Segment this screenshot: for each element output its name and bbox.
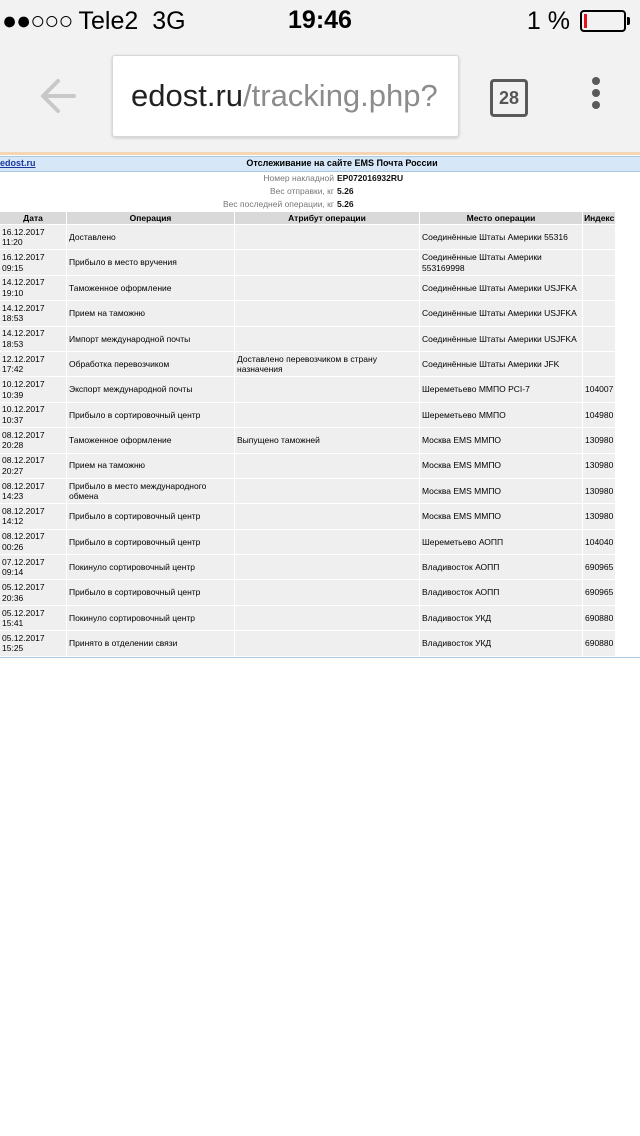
cell-operation: Обработка перевозчиком (67, 352, 234, 376)
row-date: 05.12.2017 (2, 632, 45, 643)
cell-operation: Прием на таможню (67, 301, 234, 325)
cell-attribute (235, 403, 419, 427)
row-time: 20:36 (2, 592, 24, 603)
table-row (0, 377, 615, 401)
back-button[interactable] (38, 76, 78, 116)
cell-attribute (235, 479, 419, 503)
cell-attribute (235, 631, 419, 655)
cell-place: Москва EMS ММПО (420, 504, 582, 528)
cell-index: 130980 (583, 454, 615, 478)
url-path: /tracking.php? (243, 78, 438, 113)
cell-operation: Прибыло в сортировочный центр (67, 403, 234, 427)
table-row (0, 504, 615, 528)
waybill-value: EP072016932RU (337, 173, 404, 183)
row-date: 14.12.2017 (2, 277, 45, 288)
cell-attribute (235, 530, 419, 554)
cell-attribute (235, 327, 419, 351)
cell-attribute (235, 377, 419, 401)
cell-place: Соединённые Штаты Америки USJFKA (420, 327, 582, 351)
title-bar (0, 156, 640, 172)
cell-operation: Импорт международной почты (67, 327, 234, 351)
cell-place: Шереметьево ММПО PCI-7 (420, 377, 582, 401)
row-date: 14.12.2017 (2, 328, 45, 339)
battery-icon (580, 10, 626, 32)
table-row (0, 530, 615, 554)
table-row (0, 606, 615, 630)
back-arrow-icon (38, 76, 78, 116)
address-bar[interactable] (112, 55, 459, 137)
cell-operation: Экспорт международной почты (67, 377, 234, 401)
row-time: 11:20 (2, 237, 23, 248)
table-row (0, 555, 615, 579)
header-operation: Операция (67, 212, 234, 224)
cell-index (583, 352, 615, 376)
cell-index (583, 276, 615, 300)
cell-attribute (235, 606, 419, 630)
cell-operation: Покинуло сортировочный центр (67, 555, 234, 579)
cell-attribute (235, 301, 419, 325)
table-row (0, 631, 615, 655)
row-date: 16.12.2017 (2, 226, 45, 237)
cell-place: Соединённые Штаты Америки 55316 (420, 225, 582, 249)
row-date: 16.12.2017 (2, 252, 45, 263)
menu-button[interactable] (590, 77, 602, 117)
cell-index: 690965 (583, 555, 615, 579)
row-date: 05.12.2017 (2, 607, 45, 618)
cell-place: Владивосток УКД (420, 606, 582, 630)
cell-date (0, 352, 66, 376)
more-vertical-icon (592, 77, 600, 85)
cell-operation: Прибыло в место международного обмена (67, 479, 234, 503)
header-date: Дата (0, 212, 66, 224)
signal-strength-icon: ●●○○○ (2, 7, 73, 35)
cell-operation: Прибыло в сортировочный центр (67, 530, 234, 554)
cell-attribute (235, 276, 419, 300)
row-time: 00:26 (2, 541, 24, 552)
cell-date (0, 454, 66, 478)
cell-date (0, 606, 66, 630)
cell-date (0, 225, 66, 249)
cell-place: Шереметьево АОПП (420, 530, 582, 554)
row-time: 10:39 (2, 389, 24, 400)
table-row (0, 276, 615, 300)
cell-operation: Прием на таможню (67, 454, 234, 478)
cell-place: Владивосток УКД (420, 631, 582, 655)
cell-index: 104980 (583, 403, 615, 427)
table-row (0, 250, 615, 274)
table-row (0, 352, 615, 376)
cell-index: 104040 (583, 530, 615, 554)
cell-date (0, 250, 66, 274)
cell-place: Соединённые Штаты Америки 553169998 (420, 250, 582, 274)
cell-operation: Таможенное оформление (67, 428, 234, 452)
row-date: 08.12.2017 (2, 480, 45, 491)
cell-index (583, 301, 615, 325)
cell-place: Владивосток АОПП (420, 555, 582, 579)
cell-operation: Прибыло в сортировочный центр (67, 580, 234, 604)
cell-attribute: Доставлено перевозчиком в страну назначения (235, 352, 419, 376)
cell-attribute (235, 250, 419, 274)
cell-index: 690880 (583, 606, 615, 630)
cell-date (0, 327, 66, 351)
cell-attribute (235, 580, 419, 604)
cell-date (0, 580, 66, 604)
status-bar (0, 0, 640, 40)
weight-value: 5.26 (337, 186, 354, 196)
table-row (0, 403, 615, 427)
url-host: edost.ru (131, 78, 244, 113)
row-date: 08.12.2017 (2, 505, 45, 516)
cell-place: Владивосток АОПП (420, 580, 582, 604)
cell-index: 690965 (583, 580, 615, 604)
cell-operation: Доставлено (67, 225, 234, 249)
cell-index: 690880 (583, 631, 615, 655)
cell-place: Москва EMS ММПО (420, 454, 582, 478)
row-date: 08.12.2017 (2, 531, 45, 542)
row-time: 09:15 (2, 262, 24, 273)
table-row (0, 454, 615, 478)
row-time: 14:23 (2, 491, 24, 502)
cell-attribute (235, 454, 419, 478)
cell-index (583, 250, 615, 274)
cell-date (0, 403, 66, 427)
row-time: 20:27 (2, 465, 24, 476)
cell-operation: Прибыло в место вручения (67, 250, 234, 274)
cell-place: Соединённые Штаты Америки USJFKA (420, 276, 582, 300)
cell-attribute: Выпущено таможней (235, 428, 419, 452)
cell-operation: Принято в отделении связи (67, 631, 234, 655)
row-date: 08.12.2017 (2, 455, 45, 466)
cell-date (0, 377, 66, 401)
battery-status (527, 7, 626, 35)
row-time: 15:25 (2, 643, 24, 654)
cell-attribute (235, 555, 419, 579)
cell-date (0, 631, 66, 655)
row-time: 14:12 (2, 516, 24, 527)
cell-date (0, 479, 66, 503)
header-attribute: Атрибут операции (235, 212, 419, 224)
cell-index: 104007 (583, 377, 615, 401)
cell-operation: Таможенное оформление (67, 276, 234, 300)
network-type: 3G (152, 7, 186, 35)
cell-place: Москва EMS ММПО (420, 428, 582, 452)
row-date: 14.12.2017 (2, 302, 45, 313)
cell-index (583, 225, 615, 249)
cell-index: 130980 (583, 504, 615, 528)
cell-operation: Покинуло сортировочный центр (67, 606, 234, 630)
cell-attribute (235, 225, 419, 249)
cell-date (0, 276, 66, 300)
cell-date (0, 428, 66, 452)
battery-percent: 1 % (526, 7, 570, 35)
carrier-name: Tele2 (78, 7, 139, 35)
cell-date (0, 530, 66, 554)
table-row (0, 327, 615, 351)
row-time: 09:14 (2, 567, 24, 578)
cell-place: Соединённые Штаты Америки USJFKA (420, 301, 582, 325)
table-row (0, 301, 615, 325)
browser-toolbar (0, 40, 640, 152)
row-date: 10.12.2017 (2, 379, 45, 390)
row-time: 15:41 (2, 618, 24, 629)
cell-index (583, 327, 615, 351)
tracking-table (0, 211, 616, 657)
row-time: 19:10 (2, 287, 24, 298)
cell-operation: Прибыло в сортировочный центр (67, 504, 234, 528)
cell-place: Соединённые Штаты Америки JFK (420, 352, 582, 376)
page-title: Отслеживание на сайте EMS Почта России (246, 158, 438, 168)
tabs-button[interactable]: 28 (490, 79, 528, 117)
header-index: Индекс (584, 213, 615, 223)
cell-place: Москва EMS ММПО (420, 479, 582, 503)
row-date: 12.12.2017 (2, 353, 45, 364)
site-logo-link[interactable]: edost.ru (0, 158, 36, 168)
table-row (0, 225, 615, 249)
cell-date (0, 504, 66, 528)
table-row (0, 580, 615, 604)
last-weight-label: Вес последней операции, кг (223, 199, 334, 209)
header-place: Место операции (420, 212, 582, 224)
table-row (0, 479, 615, 503)
row-date: 07.12.2017 (2, 556, 45, 567)
cell-attribute (235, 504, 419, 528)
row-time: 18:53 (2, 338, 24, 349)
cell-index: 130980 (583, 479, 615, 503)
row-time: 18:53 (2, 313, 24, 324)
cell-date (0, 555, 66, 579)
table-header-row (0, 212, 615, 224)
cell-index: 130980 (583, 428, 615, 452)
row-date: 05.12.2017 (2, 582, 45, 593)
row-time: 17:42 (2, 364, 24, 375)
toolbar-divider (0, 152, 640, 155)
cell-place: Шереметьево ММПО (420, 403, 582, 427)
row-time: 10:37 (2, 414, 24, 425)
weight-label: Вес отправки, кг (269, 186, 334, 196)
table-bottom-border (0, 657, 640, 658)
cell-date (0, 301, 66, 325)
waybill-label: Номер накладной (263, 173, 334, 183)
row-date: 10.12.2017 (2, 404, 45, 415)
last-weight-value: 5.26 (337, 199, 354, 209)
row-date: 08.12.2017 (2, 429, 45, 440)
row-time: 20:28 (2, 440, 24, 451)
table-row (0, 428, 615, 452)
clock: 19:46 (288, 6, 352, 34)
